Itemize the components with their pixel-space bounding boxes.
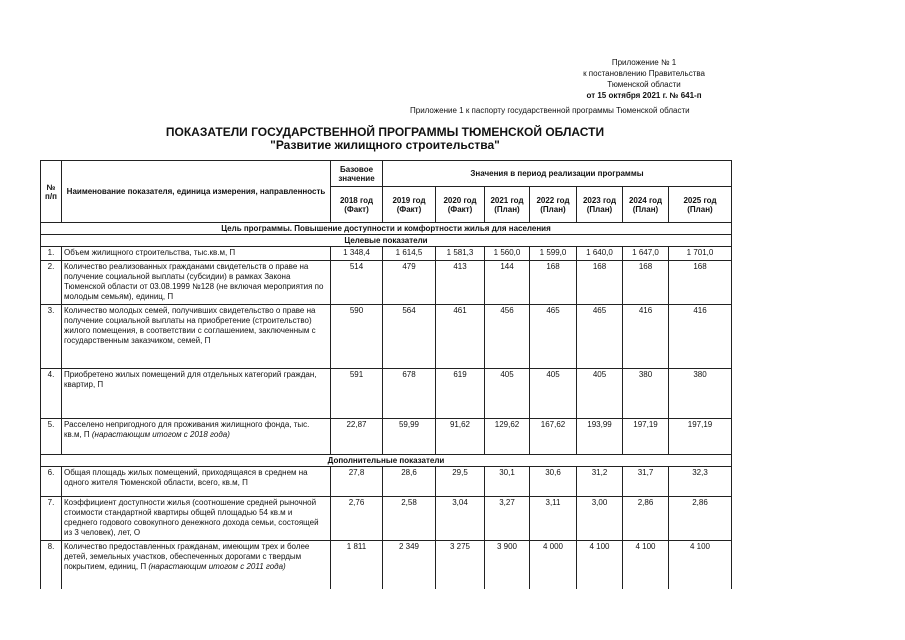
value-cell: 416 [669,305,732,369]
value-cell: 465 [530,305,577,369]
title-line-1: ПОКАЗАТЕЛИ ГОСУДАРСТВЕННОЙ ПРОГРАММЫ ТЮМЕНСКОЙ ОБЛАСТИ [165,125,605,139]
appendix-line-2: к постановлению Правительства [583,69,705,78]
value-cell: 2,58 [383,497,436,541]
table-row [41,369,732,419]
goal-row: Цель программы. Повышение доступности и комфортности жилья для населения [41,223,732,235]
header-num: № п/п [41,161,62,223]
table-row [41,305,732,369]
passport-note: Приложение 1 к паспорту государственной программы Тюменской области [410,106,690,115]
value-cell: 465 [577,305,623,369]
value-cell: 2 349 [383,541,436,589]
value-cell: 129,62 [485,419,530,455]
value-cell: 380 [669,369,732,419]
indicator-name: Приобретено жилых помещений для отдельных категорий граждан, квартир, П [62,369,331,419]
value-cell: 416 [623,305,669,369]
indicator-name: Коэффициент доступности жилья (соотношение средней рыночной стоимости стандартной квартиры общей площадью 54 кв.м и среднего годового совокупного денежного дохода семьи, состоящей из 3 человек), лет, О [62,497,331,541]
row-number: 6. [41,467,62,497]
indicator-note: (нарастающим итогом с 2018 года) [91,430,230,439]
appendix-line-3: Тюменской области [607,80,681,89]
value-cell: 4 100 [623,541,669,589]
value-cell: 2,76 [331,497,383,541]
value-cell: 479 [383,261,436,305]
header-year: 2020 год (Факт) [436,187,485,223]
header-year: 2019 год (Факт) [383,187,436,223]
value-cell: 2,86 [669,497,732,541]
value-cell: 1 348,4 [331,247,383,261]
value-cell: 619 [436,369,485,419]
indicator-note: (нарастающим итогом с 2011 года) [148,562,286,571]
header-year: 2021 год (План) [485,187,530,223]
value-cell: 456 [485,305,530,369]
value-cell: 1 701,0 [669,247,732,261]
value-cell: 3,00 [577,497,623,541]
row-number: 7. [41,497,62,541]
value-cell: 590 [331,305,383,369]
value-cell: 514 [331,261,383,305]
row-number: 5. [41,419,62,455]
value-cell: 167,62 [530,419,577,455]
value-cell: 168 [669,261,732,305]
value-cell: 91,62 [436,419,485,455]
value-cell: 1 647,0 [623,247,669,261]
table-row [41,497,732,541]
header-year: 2022 год (План) [530,187,577,223]
indicator-name: Количество предоставленных гражданам, имеющим трех и более детей, земельных участков, обеспеченных дорогами с твердым покрытием, единиц, П (нарастающим итогом с 2011 года) [62,541,331,589]
value-cell: 4 100 [669,541,732,589]
table-row [41,467,732,497]
value-cell: 197,19 [669,419,732,455]
header-name: Наименование показателя, единица измерения, направленность [62,161,331,223]
row-number: 8. [41,541,62,589]
value-cell: 29,5 [436,467,485,497]
value-cell: 4 000 [530,541,577,589]
title-line-2: "Развитие жилищного строительства" [270,138,500,152]
appendix-line-1: Приложение № 1 [611,58,677,67]
indicator-name: Общая площадь жилых помещений, приходящаяся в среднем на одного жителя Тюменской области, всего, кв.м, П [62,467,331,497]
value-cell: 168 [577,261,623,305]
value-cell: 1 614,5 [383,247,436,261]
value-cell: 30,1 [485,467,530,497]
indicator-name: Количество молодых семей, получивших свидетельство о праве на получение социальной выплаты на приобретение (строительство) жилого помещения, в соответствии с соглашением, заключенным с государственным заказчиком, семей, П [62,305,331,369]
value-cell: 32,3 [669,467,732,497]
value-cell: 59,99 [383,419,436,455]
header-year: 2018 год (Факт) [331,187,383,223]
value-cell: 28,6 [383,467,436,497]
section-target: Целевые показатели [41,235,732,247]
value-cell: 405 [485,369,530,419]
value-cell: 1 811 [331,541,383,589]
value-cell: 1 560,0 [485,247,530,261]
table-row [41,541,732,589]
indicator-name: Количество реализованных гражданами свидетельств о праве на получение социальной выплаты (субсидии) в рамках Закона Тюменской области от 03.08.1999 №128 (не включая мероприятия по молодым семьям), единиц, П [62,261,331,305]
value-cell: 678 [383,369,436,419]
value-cell: 3,04 [436,497,485,541]
header-year: 2024 год (План) [623,187,669,223]
value-cell: 405 [577,369,623,419]
value-cell: 144 [485,261,530,305]
value-cell: 31,2 [577,467,623,497]
value-cell: 27,8 [331,467,383,497]
row-number: 1. [41,247,62,261]
value-cell: 31,7 [623,467,669,497]
value-cell: 1 581,3 [436,247,485,261]
section-additional: Дополнительные показатели [41,455,732,467]
table-row [41,419,732,455]
row-number: 3. [41,305,62,369]
value-cell: 22,87 [331,419,383,455]
value-cell: 193,99 [577,419,623,455]
header-year: 2025 год (План) [669,187,732,223]
table-row [41,247,732,261]
value-cell: 197,19 [623,419,669,455]
indicator-name: Расселено непригодного для проживания жилищного фонда, тыс. кв.м, П (нарастающим итогом с 2018 года) [62,419,331,455]
value-cell: 168 [623,261,669,305]
value-cell: 1 640,0 [577,247,623,261]
row-number: 4. [41,369,62,419]
indicator-name: Объем жилищного строительства, тыс.кв.м, П [62,247,331,261]
header-period: Значения в период реализации программы [383,161,732,187]
value-cell: 2,86 [623,497,669,541]
header-year: 2023 год (План) [577,187,623,223]
value-cell: 564 [383,305,436,369]
indicators-table [40,160,732,589]
value-cell: 380 [623,369,669,419]
row-number: 2. [41,261,62,305]
value-cell: 30,6 [530,467,577,497]
value-cell: 405 [530,369,577,419]
header-base: Базовое значение [331,161,383,187]
appendix-line-4: от 15 октября 2021 г. № 641-п [586,91,702,100]
value-cell: 461 [436,305,485,369]
value-cell: 413 [436,261,485,305]
value-cell: 591 [331,369,383,419]
value-cell: 1 599,0 [530,247,577,261]
value-cell: 3,11 [530,497,577,541]
value-cell: 4 100 [577,541,623,589]
value-cell: 3 900 [485,541,530,589]
value-cell: 3 275 [436,541,485,589]
appendix-block [583,57,705,101]
table-row [41,261,732,305]
value-cell: 3,27 [485,497,530,541]
value-cell: 168 [530,261,577,305]
page-title [40,126,730,152]
